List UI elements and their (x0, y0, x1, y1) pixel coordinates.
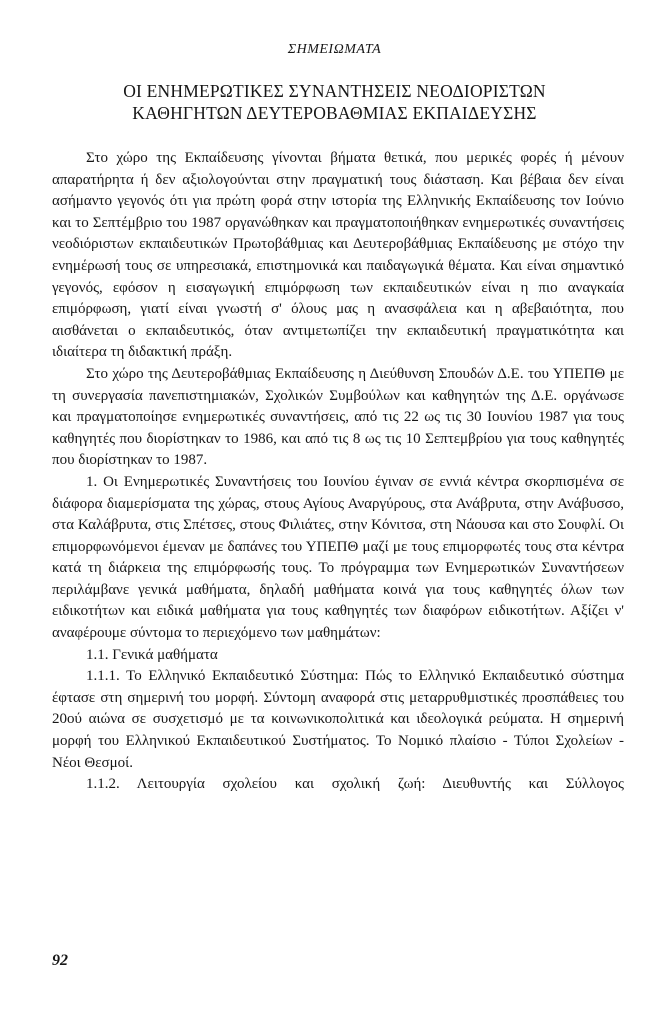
paragraph-secondary-education: Στο χώρο της Δευτεροβάθμιας Εκπαίδευσης η Διεύθυνση Σπουδών Δ.Ε. του ΥΠΕΠΘ με τη συνεργασία πανεπιστημιακών, Σχολικών Συμβούλων και καθηγητών της Δ.Ε. οργάνωσε και πραγματοποίησε ενημερωτικές συναντήσεις, από τις 22 ως τις 30 Ιουνίου 1987 για τους καθηγητές που διορίστηκαν το 1986, και από τις 8 ως τις 10 Σεπτεμβρίου για τους καθηγητές που διορίστηκαν το 1987. (52, 365, 624, 469)
title-line-1: ΟΙ ΕΝΗΜΕΡΩΤΙΚΕΣ ΣΥΝΑΝΤΗΣΕΙΣ ΝΕΟΔΙΟΡΙΣΤΩΝ (123, 81, 546, 101)
article-body (52, 148, 624, 796)
paragraph-june-meetings: 1. Οι Ενημερωτικές Συναντήσεις του Ιουνίου έγιναν σε εννιά κέντρα σκορπισμένα σε διάφορα διαμερίσματα της χώρας, στους Αγίους Αναργύρους, στα Ανάβρυτα, στην Ανάβυσσο, στα Καλάβρυτα, στις Σπέτσες, στους Φιλιάτες, στην Κόνιτσα, στη Νάουσα και στο Σουφλί. Οι επιμορφωνόμενοι έμεναν με δαπάνες του ΥΠΕΠΘ μαζί με τους επιμορφωτές τους στα κέντρα κατά τη διάρκεια της επιμόρφωσής τους. Το πρόγραμμα των Ενημερωτικών Συναντήσεων περιλάμβανε γενικά μαθήματα, δηλαδή μαθήματα κοινά για τους καθηγητές όλων των ειδικοτήτων και ειδικά μαθήματα για τους καθηγητές των διαφόρων ειδικοτήτων. Αξίζει ν' αναφέρουμε σύντομα το περιεχόμενο των μαθημάτων: (52, 473, 624, 642)
title-line-2: ΚΑΘΗΓΗΤΩΝ ΔΕΥΤΕΡΟΒΑΘΜΙΑΣ ΕΚΠΑΙΔΕΥΣΗΣ (132, 103, 537, 123)
paragraph-education-system: 1.1.1. Το Ελληνικό Εκπαιδευτικό Σύστημα: Πώς το Ελληνικό Εκπαιδευτικό σύστημα έφτασε στη σημερινή του μορφή. Σύντομη αναφορά στις μεταρρυθμιστικές προσπάθειες του 20ού αιώνα σε συσχετισμό με τα κοινωνικοπολιτικά και ιδεολογικά ρεύματα. Η σημερινή μορφή του Ελληνικού Εκπαιδευτικού Συστήματος. Το Νομικό πλαίσιο - Τύποι Σχολείων - Νέοι Θεσμοί. (52, 668, 624, 771)
paragraph-school-operation: 1.1.2. Λειτουργία σχολείου και σχολική ζωή: Διευθυντής και Σύλλογος (86, 776, 624, 793)
page-number: 92 (52, 952, 68, 969)
paragraph-intro: Στο χώρο της Εκπαίδευσης γίνονται βήματα θετικά, που μερικές φορές ή μένουν απαρατήρητα ή δεν αξιολογούνται στην πραγματική τους διάσταση. Και βέβαια δεν είναι ασήμαντο γεγονός ότι για πρώτη φορά στην ιστορία της Ελληνικής Εκπαίδευσης τον Ιούνιο και το Σεπτέμβριο του 1987 οργανώθηκαν και πραγματοποιήθηκαν ενημερωτικές συναντήσεις νεοδιόριστων εκπαιδευτικών Πρωτοβάθμιας και Δευτεροβάθμιας Εκπαίδευσης με στόχο την ενημέρωσή τους σε υπηρεσιακά, επιστημονικά και παιδαγωγικά θέματα. Και είναι σημαντικό γεγονός, εφόσον η εισαγωγική επιμόρφωση των εκπαιδευτικών είναι η πιο αναγκαία επιμόρφωση, γιατί είναι γνωστή σ' όλους μας η ανασφάλεια και η αβεβαιότητα, που αισθάνεται ο εκπαιδευτικός, όταν αντιμετωπίζει την εκπαιδευτική πραγματικότητα και ιδιαίτερα τη διδακτική πράξη. (52, 150, 624, 361)
running-head: ΣΗΜΕΙΩΜΑΤΑ (287, 42, 382, 57)
article-title (60, 80, 609, 124)
section-heading-general-courses: 1.1. Γενικά μαθήματα (86, 646, 218, 663)
